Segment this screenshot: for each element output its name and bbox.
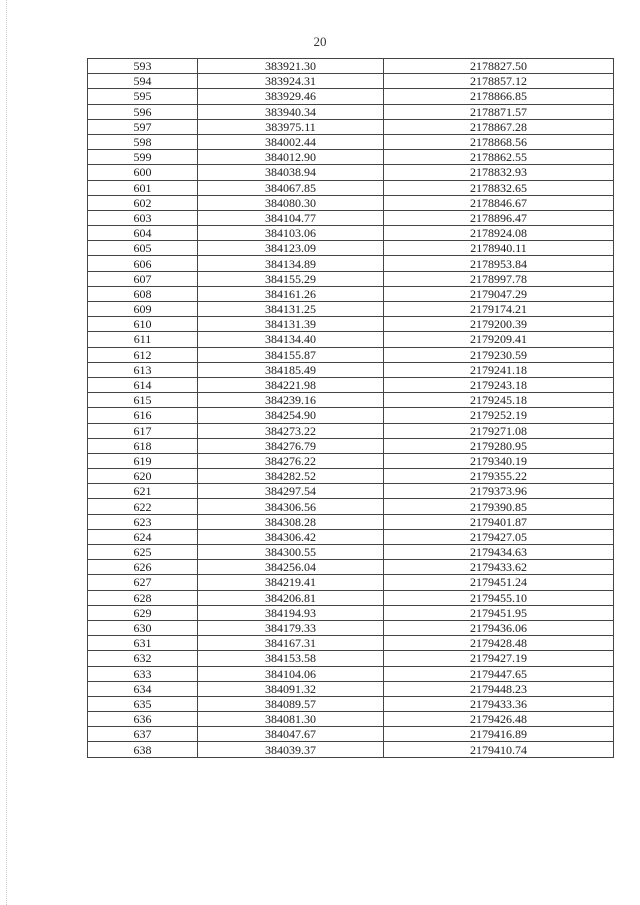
- table-row: [88, 195, 614, 210]
- x-coordinate-cell: 384306.56: [198, 499, 384, 514]
- x-coordinate-cell: 384153.58: [198, 651, 384, 666]
- x-coordinate-cell: 384206.81: [198, 590, 384, 605]
- point-number-cell: 620: [88, 469, 198, 484]
- x-coordinate-cell: 384254.90: [198, 408, 384, 423]
- y-coordinate-cell: 2179428.48: [384, 636, 614, 651]
- point-number-cell: 636: [88, 712, 198, 727]
- x-coordinate-cell: 384039.37: [198, 742, 384, 757]
- y-coordinate-cell: 2179340.19: [384, 453, 614, 468]
- point-number-cell: 598: [88, 134, 198, 149]
- table-row: [88, 590, 614, 605]
- table-row: [88, 469, 614, 484]
- y-coordinate-cell: 2178940.11: [384, 241, 614, 256]
- table-row: [88, 636, 614, 651]
- y-coordinate-cell: 2179245.18: [384, 393, 614, 408]
- x-coordinate-cell: 384155.29: [198, 271, 384, 286]
- x-coordinate-cell: 384134.89: [198, 256, 384, 271]
- y-coordinate-cell: 2179200.39: [384, 317, 614, 332]
- table-row: [88, 408, 614, 423]
- y-coordinate-cell: 2178867.28: [384, 119, 614, 134]
- x-coordinate-cell: 384081.30: [198, 712, 384, 727]
- table-row: [88, 150, 614, 165]
- y-coordinate-cell: 2178868.56: [384, 134, 614, 149]
- x-coordinate-cell: 384308.28: [198, 514, 384, 529]
- table-row: [88, 742, 614, 757]
- point-number-cell: 610: [88, 317, 198, 332]
- x-coordinate-cell: 384155.87: [198, 347, 384, 362]
- x-coordinate-cell: 383940.34: [198, 104, 384, 119]
- table-row: [88, 302, 614, 317]
- y-coordinate-cell: 2179209.41: [384, 332, 614, 347]
- y-coordinate-cell: 2179390.85: [384, 499, 614, 514]
- table-row: [88, 620, 614, 635]
- x-coordinate-cell: 384219.41: [198, 575, 384, 590]
- point-number-cell: 608: [88, 286, 198, 301]
- x-coordinate-cell: 384256.04: [198, 560, 384, 575]
- coordinates-table-body: [88, 59, 614, 758]
- y-coordinate-cell: 2178832.93: [384, 165, 614, 180]
- y-coordinate-cell: 2179451.24: [384, 575, 614, 590]
- x-coordinate-cell: 384091.32: [198, 681, 384, 696]
- point-number-cell: 618: [88, 438, 198, 453]
- x-coordinate-cell: 383924.31: [198, 74, 384, 89]
- x-coordinate-cell: 384131.39: [198, 317, 384, 332]
- table-row: [88, 727, 614, 742]
- x-coordinate-cell: 384047.67: [198, 727, 384, 742]
- y-coordinate-cell: 2179243.18: [384, 377, 614, 392]
- table-row: [88, 453, 614, 468]
- y-coordinate-cell: 2179355.22: [384, 469, 614, 484]
- table-row: [88, 241, 614, 256]
- y-coordinate-cell: 2179434.63: [384, 545, 614, 560]
- table-row: [88, 317, 614, 332]
- table-row: [88, 104, 614, 119]
- y-coordinate-cell: 2179436.06: [384, 620, 614, 635]
- x-coordinate-cell: 384161.26: [198, 286, 384, 301]
- x-coordinate-cell: 384282.52: [198, 469, 384, 484]
- x-coordinate-cell: 384185.49: [198, 362, 384, 377]
- table-row: [88, 666, 614, 681]
- x-coordinate-cell: 384067.85: [198, 180, 384, 195]
- x-coordinate-cell: 384179.33: [198, 620, 384, 635]
- point-number-cell: 600: [88, 165, 198, 180]
- point-number-cell: 635: [88, 696, 198, 711]
- point-number-cell: 628: [88, 590, 198, 605]
- table-row: [88, 575, 614, 590]
- y-coordinate-cell: 2179448.23: [384, 681, 614, 696]
- x-coordinate-cell: 384239.16: [198, 393, 384, 408]
- y-coordinate-cell: 2179230.59: [384, 347, 614, 362]
- table-row: [88, 134, 614, 149]
- y-coordinate-cell: 2179433.36: [384, 696, 614, 711]
- point-number-cell: 611: [88, 332, 198, 347]
- point-number-cell: 594: [88, 74, 198, 89]
- table-row: [88, 529, 614, 544]
- y-coordinate-cell: 2179426.48: [384, 712, 614, 727]
- table-row: [88, 484, 614, 499]
- point-number-cell: 604: [88, 226, 198, 241]
- point-number-cell: 627: [88, 575, 198, 590]
- point-number-cell: 621: [88, 484, 198, 499]
- point-number-cell: 634: [88, 681, 198, 696]
- y-coordinate-cell: 2179252.19: [384, 408, 614, 423]
- point-number-cell: 602: [88, 195, 198, 210]
- x-coordinate-cell: 384012.90: [198, 150, 384, 165]
- point-number-cell: 599: [88, 150, 198, 165]
- y-coordinate-cell: 2179047.29: [384, 286, 614, 301]
- table-row: [88, 286, 614, 301]
- y-coordinate-cell: 2179427.05: [384, 529, 614, 544]
- x-coordinate-cell: 384306.42: [198, 529, 384, 544]
- y-coordinate-cell: 2178862.55: [384, 150, 614, 165]
- y-coordinate-cell: 2179271.08: [384, 423, 614, 438]
- x-coordinate-cell: 384297.54: [198, 484, 384, 499]
- point-number-cell: 595: [88, 89, 198, 104]
- table-row: [88, 651, 614, 666]
- table-row: [88, 545, 614, 560]
- y-coordinate-cell: 2179416.89: [384, 727, 614, 742]
- point-number-cell: 609: [88, 302, 198, 317]
- page-number: 20: [313, 34, 327, 49]
- table-row: [88, 89, 614, 104]
- table-row: [88, 226, 614, 241]
- table-row: [88, 271, 614, 286]
- point-number-cell: 612: [88, 347, 198, 362]
- point-number-cell: 638: [88, 742, 198, 757]
- y-coordinate-cell: 2179447.65: [384, 666, 614, 681]
- point-number-cell: 617: [88, 423, 198, 438]
- table-row: [88, 681, 614, 696]
- x-coordinate-cell: 384131.25: [198, 302, 384, 317]
- table-row: [88, 499, 614, 514]
- point-number-cell: 619: [88, 453, 198, 468]
- point-number-cell: 629: [88, 605, 198, 620]
- table-row: [88, 362, 614, 377]
- y-coordinate-cell: 2179410.74: [384, 742, 614, 757]
- x-coordinate-cell: 384276.79: [198, 438, 384, 453]
- y-coordinate-cell: 2178997.78: [384, 271, 614, 286]
- table-row: [88, 438, 614, 453]
- point-number-cell: 614: [88, 377, 198, 392]
- binding-margin-line: [6, 0, 8, 905]
- x-coordinate-cell: 384194.93: [198, 605, 384, 620]
- y-coordinate-cell: 2179455.10: [384, 590, 614, 605]
- table-row: [88, 696, 614, 711]
- y-coordinate-cell: 2179401.87: [384, 514, 614, 529]
- point-number-cell: 631: [88, 636, 198, 651]
- table-row: [88, 712, 614, 727]
- table-row: [88, 256, 614, 271]
- table-row: [88, 180, 614, 195]
- y-coordinate-cell: 2178953.84: [384, 256, 614, 271]
- y-coordinate-cell: 2178871.57: [384, 104, 614, 119]
- point-number-cell: 605: [88, 241, 198, 256]
- table-row: [88, 605, 614, 620]
- table-row: [88, 423, 614, 438]
- y-coordinate-cell: 2179280.95: [384, 438, 614, 453]
- point-number-cell: 632: [88, 651, 198, 666]
- table-row: [88, 560, 614, 575]
- x-coordinate-cell: 384038.94: [198, 165, 384, 180]
- table-row: [88, 210, 614, 225]
- point-number-cell: 607: [88, 271, 198, 286]
- table-row: [88, 59, 614, 74]
- y-coordinate-cell: 2179451.95: [384, 605, 614, 620]
- x-coordinate-cell: 384104.06: [198, 666, 384, 681]
- point-number-cell: 622: [88, 499, 198, 514]
- x-coordinate-cell: 384134.40: [198, 332, 384, 347]
- x-coordinate-cell: 384167.31: [198, 636, 384, 651]
- point-number-cell: 630: [88, 620, 198, 635]
- table-row: [88, 347, 614, 362]
- coordinates-table: [87, 58, 614, 758]
- x-coordinate-cell: 384002.44: [198, 134, 384, 149]
- table-row: [88, 332, 614, 347]
- y-coordinate-cell: 2179427.19: [384, 651, 614, 666]
- x-coordinate-cell: 384080.30: [198, 195, 384, 210]
- point-number-cell: 597: [88, 119, 198, 134]
- y-coordinate-cell: 2179241.18: [384, 362, 614, 377]
- table-row: [88, 165, 614, 180]
- table-row: [88, 514, 614, 529]
- point-number-cell: 613: [88, 362, 198, 377]
- x-coordinate-cell: 384103.06: [198, 226, 384, 241]
- x-coordinate-cell: 384276.22: [198, 453, 384, 468]
- y-coordinate-cell: 2178846.67: [384, 195, 614, 210]
- point-number-cell: 637: [88, 727, 198, 742]
- point-number-cell: 623: [88, 514, 198, 529]
- point-number-cell: 633: [88, 666, 198, 681]
- y-coordinate-cell: 2178924.08: [384, 226, 614, 241]
- x-coordinate-cell: 384104.77: [198, 210, 384, 225]
- x-coordinate-cell: 384089.57: [198, 696, 384, 711]
- point-number-cell: 626: [88, 560, 198, 575]
- y-coordinate-cell: 2178866.85: [384, 89, 614, 104]
- point-number-cell: 596: [88, 104, 198, 119]
- y-coordinate-cell: 2178827.50: [384, 59, 614, 74]
- y-coordinate-cell: 2178857.12: [384, 74, 614, 89]
- x-coordinate-cell: 384273.22: [198, 423, 384, 438]
- point-number-cell: 593: [88, 59, 198, 74]
- y-coordinate-cell: 2179433.62: [384, 560, 614, 575]
- point-number-cell: 606: [88, 256, 198, 271]
- x-coordinate-cell: 384123.09: [198, 241, 384, 256]
- point-number-cell: 624: [88, 529, 198, 544]
- point-number-cell: 616: [88, 408, 198, 423]
- table-row: [88, 393, 614, 408]
- point-number-cell: 603: [88, 210, 198, 225]
- y-coordinate-cell: 2179174.21: [384, 302, 614, 317]
- x-coordinate-cell: 384300.55: [198, 545, 384, 560]
- point-number-cell: 625: [88, 545, 198, 560]
- table-row: [88, 377, 614, 392]
- point-number-cell: 615: [88, 393, 198, 408]
- table-row: [88, 74, 614, 89]
- x-coordinate-cell: 383929.46: [198, 89, 384, 104]
- y-coordinate-cell: 2178896.47: [384, 210, 614, 225]
- y-coordinate-cell: 2178832.65: [384, 180, 614, 195]
- x-coordinate-cell: 383975.11: [198, 119, 384, 134]
- x-coordinate-cell: 384221.98: [198, 377, 384, 392]
- x-coordinate-cell: 383921.30: [198, 59, 384, 74]
- y-coordinate-cell: 2179373.96: [384, 484, 614, 499]
- table-row: [88, 119, 614, 134]
- point-number-cell: 601: [88, 180, 198, 195]
